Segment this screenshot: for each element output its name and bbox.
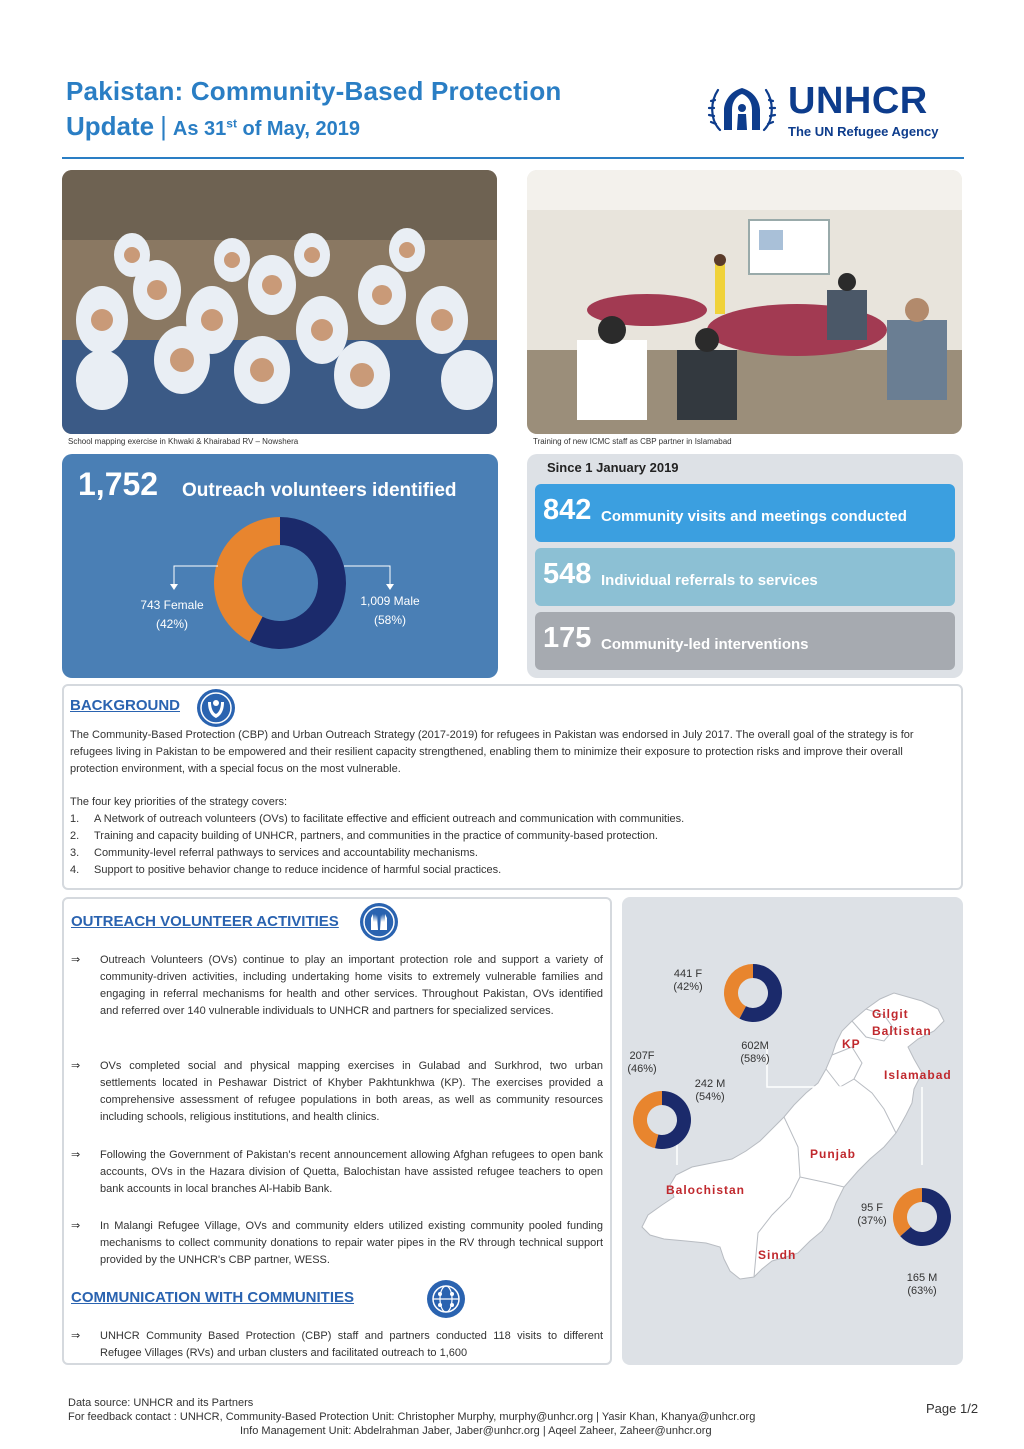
- unhcr-logo: [706, 80, 962, 142]
- region-baltistan: Baltistan: [872, 1024, 932, 1038]
- outreach-bullet: ⇒ In Malangi Refugee Village, OVs and community elders utilized existing community pooled funding mechanisms to collect community donations to repair water pipes in the RV through technical support provided by the UNHCR's CBP partner, WESS.: [71, 1220, 603, 1266]
- region-balochistan: Balochistan: [666, 1183, 746, 1197]
- region-sindh: Sindh: [758, 1248, 797, 1262]
- balochistan-male-label: 242 M: [694, 1078, 726, 1090]
- kp-female-label: 441 F: [673, 968, 703, 980]
- globe-people-icon: [426, 1279, 466, 1319]
- header-divider: [62, 157, 964, 159]
- background-paragraph: The Community-Based Protection (CBP) and Urban Outreach Strategy (2017-2019) for refugees in Pakistan was endorsed in July 2017. The overall goal of the strategy is for refugees living in Pakistan to be empowered and their resilient capacity strengthened, enabling them to minimize their exposure to protection risks and improve their overall protection environment, with a special focus on the most vulnerable.: [70, 729, 914, 775]
- info-management-contact: Info Management Unit: Abdelrahman Jaber, Jaber@unhcr.org | Aqeel Zaheer, Zaheer@unhcr.org: [240, 1425, 712, 1437]
- logo-tagline: The UN Refugee Agency: [788, 124, 939, 139]
- feedback-contact: For feedback contact : UNHCR, Community-Based Protection Unit: Christopher Murphy, murphy@unhcr.org | Yasir Khan, Khanya@unhcr.org: [68, 1411, 756, 1423]
- title-separator: |: [160, 111, 167, 141]
- pakistan-map: [622, 897, 963, 1365]
- volunteers-label: Outreach volunteers identified: [182, 480, 457, 501]
- region-gilgit: Gilgit: [872, 1007, 909, 1021]
- female-label: 743 Female (42%): [140, 598, 204, 631]
- punjab-male-label: 165 M: [906, 1272, 938, 1284]
- school-mapping-photo: [62, 170, 497, 434]
- stat-label: Community visits and meetings conducted: [601, 508, 907, 525]
- stat-interventions: [535, 612, 955, 670]
- raised-hands-icon: [359, 902, 399, 942]
- donut-chart-kp: [724, 964, 782, 1022]
- female-segment: [893, 1188, 922, 1236]
- male-label: 1,009 Male (58%): [360, 594, 420, 627]
- outreach-section: [62, 897, 612, 1365]
- region-punjab: Punjab: [810, 1147, 857, 1161]
- outreach-bullet: ⇒ Outreach Volunteers (OVs) continue to play an important protection role and support a variety of community-driven activities, including undertaking home visits to extremely vulnerable families and engaging in referral mechanisms for health and other services. Throughout Pakistan, OVs identified and referred over 140 vulnerable individuals to UNHCR and partners for specialized services.: [71, 954, 603, 1017]
- outreach-heading: OUTREACH VOLUNTEER ACTIVITIES: [71, 913, 339, 930]
- kp-male-label: 602M: [741, 1040, 769, 1052]
- unhcr-emblem-icon: [706, 80, 778, 142]
- region-kp: KP: [842, 1037, 861, 1051]
- page-number: Page 1/2: [926, 1401, 979, 1416]
- training-photo: [527, 170, 962, 434]
- punjab-male-pct: (63%): [907, 1285, 937, 1297]
- priorities-list: [70, 811, 684, 879]
- page-title: Pakistan: Community-Based Protection: [66, 76, 562, 106]
- since-january-panel: [527, 454, 963, 678]
- donut-chart-punjab: [893, 1188, 951, 1246]
- kp-female-pct: (42%): [673, 981, 703, 993]
- outreach-bullet: ⇒ Following the Government of Pakistan's recent announcement allowing Afghan refugees to open bank accounts, OVs in the Hazara division of Quetta, Balochistan have assisted refugee teachers to open bank accounts in local branches Al-Habib Bank.: [71, 1149, 603, 1195]
- list-item: 4. Support to positive behavior change to reduce incidence of harmful social practices.: [70, 864, 502, 876]
- region-islamabad: Islamabad: [884, 1068, 952, 1082]
- balochistan-male-pct: (54%): [695, 1091, 725, 1103]
- male-leader-line: [344, 566, 390, 586]
- stat-label: Community-led interventions: [601, 636, 809, 653]
- list-item: 1. A Network of outreach volunteers (OVs) to facilitate effective and efficient outreach and communication with communities.: [70, 813, 685, 825]
- background-heading: BACKGROUND: [70, 697, 180, 714]
- kp-male-pct: (58%): [740, 1053, 770, 1065]
- pakistan-map-panel: [622, 897, 963, 1365]
- page-subtitle: [66, 111, 562, 142]
- stat-value: 842: [543, 494, 592, 526]
- footer: [68, 1396, 755, 1438]
- communication-bullet: ⇒ UNHCR Community Based Protection (CBP) staff and partners conducted 118 visits to different Refugee Villages (RVs) and urban clusters and facilitated outreach to 1,600: [71, 1330, 603, 1359]
- page-header: [66, 76, 562, 142]
- since-label: Since 1 January 2019: [547, 460, 679, 475]
- right-photo-caption: Training of new ICMC staff as CBP partner in Islamabad: [533, 437, 732, 446]
- stat-label: Individual referrals to services: [601, 572, 818, 589]
- update-label: Update: [66, 111, 155, 141]
- donut-chart-balochistan: [633, 1091, 691, 1149]
- balochistan-female-pct: (46%): [627, 1063, 657, 1075]
- communication-heading: COMMUNICATION WITH COMMUNITIES: [71, 1289, 355, 1306]
- left-photo-caption: School mapping exercise in Khwaki & Khairabad RV – Nowshera: [68, 437, 299, 446]
- stat-community-visits: [535, 484, 955, 542]
- list-item: 2. Training and capacity building of UNHCR, partners, and communities in the practice of community-based protection.: [70, 830, 658, 842]
- female-leader-line: [174, 566, 218, 586]
- stat-referrals: [535, 548, 955, 606]
- volunteers-donut: [62, 454, 498, 678]
- stat-value: 175: [543, 622, 592, 654]
- stat-value: 548: [543, 558, 592, 590]
- volunteers-panel: [62, 454, 498, 678]
- volunteers-count: 1,752: [78, 466, 159, 502]
- protection-hands-icon: [196, 688, 236, 728]
- list-item: 3. Community-level referral pathways to services and accountability mechanisms.: [70, 847, 478, 859]
- punjab-female-pct: (37%): [857, 1215, 887, 1227]
- data-source: Data source: UNHCR and its Partners: [68, 1397, 254, 1409]
- report-date: As 31st of May, 2019: [172, 116, 360, 140]
- background-section: [62, 684, 963, 890]
- priorities-intro: The four key priorities of the strategy covers:: [70, 796, 288, 808]
- punjab-female-label: 95 F: [860, 1202, 884, 1214]
- balochistan-female-label: 207F: [629, 1050, 655, 1062]
- logo-name: UNHCR: [788, 80, 928, 122]
- outreach-bullet: ⇒ OVs completed social and physical mapping exercises in Gulabad and Surkhrod, two urban settlements located in Peshawar District of Khyber Pakhtunkhwa (KP). The exercises provided a comprehensive assessment of refugee populations in both areas, as well as community resources including schools, religious institutions, and health clinics.: [71, 1060, 603, 1123]
